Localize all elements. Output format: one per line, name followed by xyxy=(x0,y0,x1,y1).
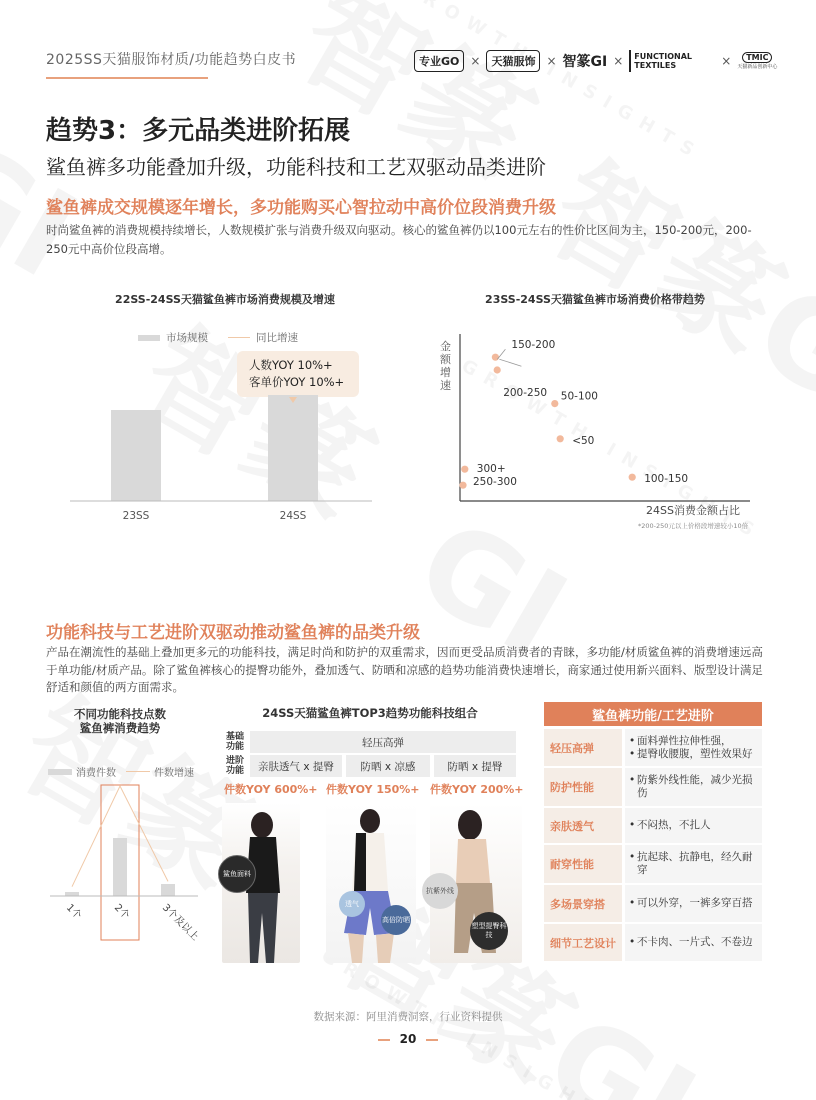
point-label: 150-200 xyxy=(511,339,556,352)
page-number: 20 xyxy=(399,1032,417,1046)
row-key: 细节工艺设计 xyxy=(544,924,622,961)
chart-left-callout: 人数YOY 10%+ 客单价YOY 10%+ xyxy=(237,351,359,397)
row-value-item: • 抗起球、抗静电，经久耐穿 xyxy=(629,851,758,877)
header-rule xyxy=(46,77,208,79)
right-table-row xyxy=(544,885,762,922)
section1-heading: 鲨鱼裤成交规模逐年增长，多功能购买心智拉动中高价位段消费升级 xyxy=(46,198,556,218)
point-label: 50-100 xyxy=(560,390,599,403)
point-label: 250-300 xyxy=(473,476,517,489)
section2-body: 产品在潮流性的基础上叠加更多元的功能科技，满足时尚和防护的双重需求，因而更受品质消费者的青睐，多功能/材质鲨鱼裤的消费增速远高于单功能/材质产品。除了鲨鱼裤核心的提臀功能外，叠加透气、防晒和凉感的趋势功能消费快速增长，商家通过使用新兴面料、版型设计满足舒适和颜值的两方面需求。 xyxy=(46,645,763,694)
header-title: 2025SS天猫服饰材质/功能趋势白皮书 xyxy=(46,52,297,68)
right-table-row xyxy=(544,729,762,766)
logo-zhuanye: 专业GO xyxy=(414,50,464,72)
row-value-list xyxy=(625,924,762,961)
x-tick-label: 1个 xyxy=(63,902,84,922)
bar-2个 xyxy=(113,838,127,896)
chart-right-note: *200-250元以上价格段增速较小10倍 xyxy=(638,522,749,530)
chart-small-legend: 消费件数 件数增速 xyxy=(48,764,194,779)
right-table-row xyxy=(544,845,762,883)
row-key: 多场景穿搭 xyxy=(544,885,622,922)
bar-23SS xyxy=(111,410,161,501)
row-value-list xyxy=(625,729,762,766)
bubble-breathable: 透气 xyxy=(339,891,365,917)
scatter-point xyxy=(459,482,466,489)
right-table-row xyxy=(544,924,762,961)
section1-body: 时尚鲨鱼裤的消费规模持续增长，人数规模扩张与消费升级双向驱动。核心的鲨鱼裤仍以100元左右的性价比区间为主，150-200元，200-250元中高价位段高增。 xyxy=(46,223,752,256)
chart-right-xlabel: 24SS消费金额占比 xyxy=(646,504,740,517)
center-title: 24SS天猫鲨鱼裤TOP3趋势功能科技组合 xyxy=(262,706,478,720)
base-function-value: 轻压高弹 xyxy=(250,731,516,753)
x-tick-label: 3个及以上 xyxy=(159,902,201,943)
chart-left-plot xyxy=(60,395,390,535)
base-function-label: 基础功能 xyxy=(222,731,248,753)
bubble-shaping-tech: 塑型提臀科技 xyxy=(470,912,508,950)
point-label: <50 xyxy=(572,434,595,447)
row-value-list xyxy=(625,808,762,843)
combo-1: 亲肤透气 x 提臀 xyxy=(250,755,342,777)
bar-24SS xyxy=(268,395,318,501)
logo-zhizhuan-gi: 智篆GI xyxy=(562,54,608,70)
chart-right-title: 23SS-24SS天猫鲨鱼裤市场消费价格带趋势 xyxy=(485,293,705,306)
row-key: 亲肤透气 xyxy=(544,808,622,843)
legend-line-swatch xyxy=(228,337,250,339)
combo-2: 防晒 x 凉感 xyxy=(346,755,430,777)
legend-line-swatch xyxy=(126,771,150,773)
point-label: 300+ xyxy=(476,463,506,476)
point-label: 100-150 xyxy=(644,473,689,486)
row-value-item: • 防紫外线性能，减少光损伤 xyxy=(629,774,758,800)
row-value-list xyxy=(625,885,762,922)
section2-heading: 功能科技与工艺进阶双驱动推动鲨鱼裤的品类升级 xyxy=(46,623,420,643)
yoy-1: 件数YOY 600%+ xyxy=(224,783,318,796)
label-connector xyxy=(497,349,521,366)
scatter-point xyxy=(492,354,499,361)
right-table-row xyxy=(544,768,762,806)
bar-3个及以上 xyxy=(161,884,175,896)
scatter-point xyxy=(461,466,468,473)
row-value-item: • 不卡肉、一片式、不卷边 xyxy=(629,936,758,949)
x-tick-label: 23SS xyxy=(122,510,150,522)
row-value-item: • 不闷热，不扎人 xyxy=(629,819,758,832)
watermark xyxy=(398,0,706,166)
scatter-point xyxy=(629,474,636,481)
row-value-item: • 可以外穿，一裤多穿百搭 xyxy=(629,897,758,910)
chart-right-ylabel: 金额增速 xyxy=(440,340,451,392)
row-key: 耐穿性能 xyxy=(544,845,622,883)
bar-1个 xyxy=(65,892,79,896)
page-title: 趋势3：多元品类进阶拓展 xyxy=(46,116,351,146)
point-label: 200-250 xyxy=(503,387,548,399)
product-photo-2 xyxy=(326,803,416,963)
chart-left-legend xyxy=(138,330,298,345)
model-figure-2 xyxy=(326,803,416,963)
bubble-shark-fabric: 鲨鱼面料 xyxy=(218,855,256,893)
row-value-list xyxy=(625,845,762,883)
page-subtitle: 鲨鱼裤多功能叠加升级，功能科技和工艺双驱动品类进阶 xyxy=(46,155,546,179)
right-table-heading: 鲨鱼裤功能/工艺进阶 xyxy=(544,702,762,726)
legend-bar-swatch xyxy=(48,769,72,775)
chart-small-plot xyxy=(48,780,208,950)
row-key: 防护性能 xyxy=(544,768,622,806)
scatter-point xyxy=(494,366,501,373)
x-tick-label: 2个 xyxy=(111,902,132,922)
chart-small-title: 不同功能科技点数 鲨鱼裤消费趋势 xyxy=(74,707,166,735)
row-value-list xyxy=(625,768,762,806)
legend-line-label: 同比增速 xyxy=(256,332,298,344)
logo-tmall-fashion: 天猫服饰 xyxy=(486,50,540,72)
row-value-item: • 面料弹性拉伸性强， xyxy=(629,735,758,748)
right-table-row xyxy=(544,808,762,843)
scatter-point xyxy=(557,435,564,442)
bubble-uv-protection: 抗紫外线 xyxy=(422,873,458,909)
logo-functional-textiles: FUNCTIONAL TEXTILES xyxy=(629,50,715,72)
combo-3: 防晒 x 提臀 xyxy=(434,755,516,777)
scatter-point xyxy=(551,400,558,407)
bubble-sun-protection: 高倍防晒 xyxy=(381,905,411,935)
yoy-3: 件数YOY 200%+ xyxy=(430,783,524,796)
legend-bar-label: 市场规模 xyxy=(166,332,208,344)
legend-bar-swatch xyxy=(138,335,160,341)
yoy-2: 件数YOY 150%+ xyxy=(326,783,420,796)
row-key: 轻压高弹 xyxy=(544,729,622,766)
data-source: 数据来源：阿里消费洞察，行业资料提供 xyxy=(313,1011,503,1023)
advanced-function-label: 进阶功能 xyxy=(222,755,248,777)
chart-left-title: 22SS-24SS天猫鲨鱼裤市场消费规模及增速 xyxy=(115,293,335,306)
partner-logos: 专业GO × 天猫服饰 × 智篆GI × FUNCTIONAL TEXTILES × TMIC 天猫新品创新中心 xyxy=(414,46,777,76)
row-value-item: • 提臀收腰腹，塑性效果好 xyxy=(629,748,758,761)
chart-right-plot xyxy=(450,330,760,515)
x-tick-label: 24SS xyxy=(279,510,307,522)
logo-tmic: TMIC 天猫新品创新中心 xyxy=(737,53,778,70)
page-number-dash-right xyxy=(426,1039,438,1041)
